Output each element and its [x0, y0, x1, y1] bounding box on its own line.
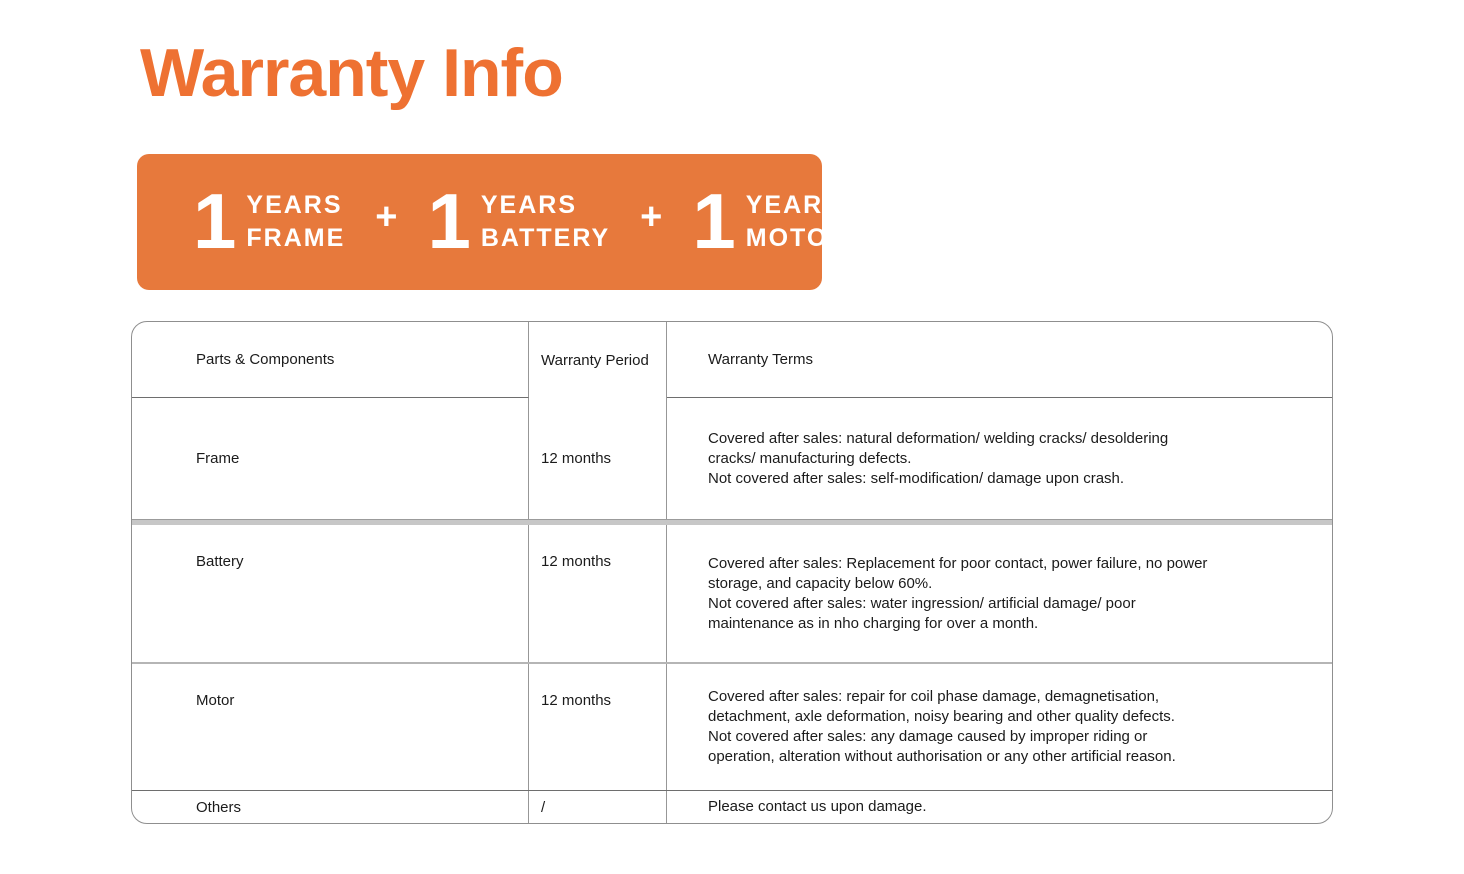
warranty-banner — [137, 154, 849, 290]
part-cell: Frame — [132, 398, 529, 519]
period-cell: 12 months — [529, 664, 667, 790]
part-cell: Battery — [132, 525, 529, 662]
years-part-stack — [746, 189, 849, 255]
years-number: 1 — [427, 177, 471, 266]
part-label: BATTERY — [480, 224, 611, 252]
terms-cell — [667, 398, 1332, 519]
terms-cell — [667, 664, 1332, 790]
table-row-motor — [132, 664, 1332, 791]
header-parts-components: Parts & Components — [132, 322, 529, 398]
not-covered-terms: Not covered after sales: self-modification/ damage upon crash. — [708, 469, 1125, 487]
banner-item-battery — [427, 177, 611, 266]
period-cell: / — [529, 791, 667, 823]
header-warranty-terms: Warranty Terms — [667, 322, 1332, 398]
plus-separator: + — [375, 195, 398, 238]
covered-terms: Covered after sales: natural deformation/ welding cracks/ desoldering cracks/ manufacturing defects. — [708, 429, 1169, 467]
plus-separator: + — [640, 195, 663, 238]
part-cell: Others — [132, 791, 529, 823]
covered-terms: Please contact us upon damage. — [708, 798, 927, 815]
years-part-stack — [246, 189, 345, 255]
years-label: YEARS — [745, 191, 842, 219]
table-row-frame — [132, 398, 1332, 519]
table-row-others — [132, 791, 1332, 823]
years-label: YEARS — [480, 191, 578, 219]
part-label: FRAME — [246, 224, 346, 252]
period-cell: 12 months — [529, 398, 667, 519]
part-label: MOTOR — [745, 224, 849, 252]
table-header-row — [132, 322, 1332, 398]
banner-item-frame — [193, 177, 346, 266]
years-part-stack — [481, 189, 610, 255]
years-number: 1 — [193, 177, 237, 266]
warranty-table — [131, 321, 1333, 824]
header-warranty-period: Warranty Period — [529, 322, 667, 398]
covered-terms: Covered after sales: Replacement for poor contact, power failure, no power storage, and capacity below 60%. — [708, 554, 1208, 592]
table-row-battery — [132, 525, 1332, 664]
banner-item-motor — [692, 177, 849, 266]
terms-cell — [667, 791, 1332, 823]
covered-terms: Covered after sales: repair for coil phase damage, demagnetisation, detachment, axle deformation, noisy bearing and other quality defects. — [708, 688, 1175, 725]
years-number: 1 — [692, 177, 736, 266]
terms-cell — [667, 525, 1332, 662]
part-cell: Motor — [132, 664, 529, 790]
not-covered-terms: Not covered after sales: water ingression/ artificial damage/ poor maintenance as in nho charging for over a month. — [708, 594, 1136, 632]
period-cell: 12 months — [529, 525, 667, 662]
page-title: Warranty Info — [140, 35, 563, 111]
years-label: YEARS — [246, 191, 343, 219]
not-covered-terms: Not covered after sales: any damage caused by improper riding or operation, alteration without authorisation or any other artificial reason. — [708, 728, 1176, 765]
